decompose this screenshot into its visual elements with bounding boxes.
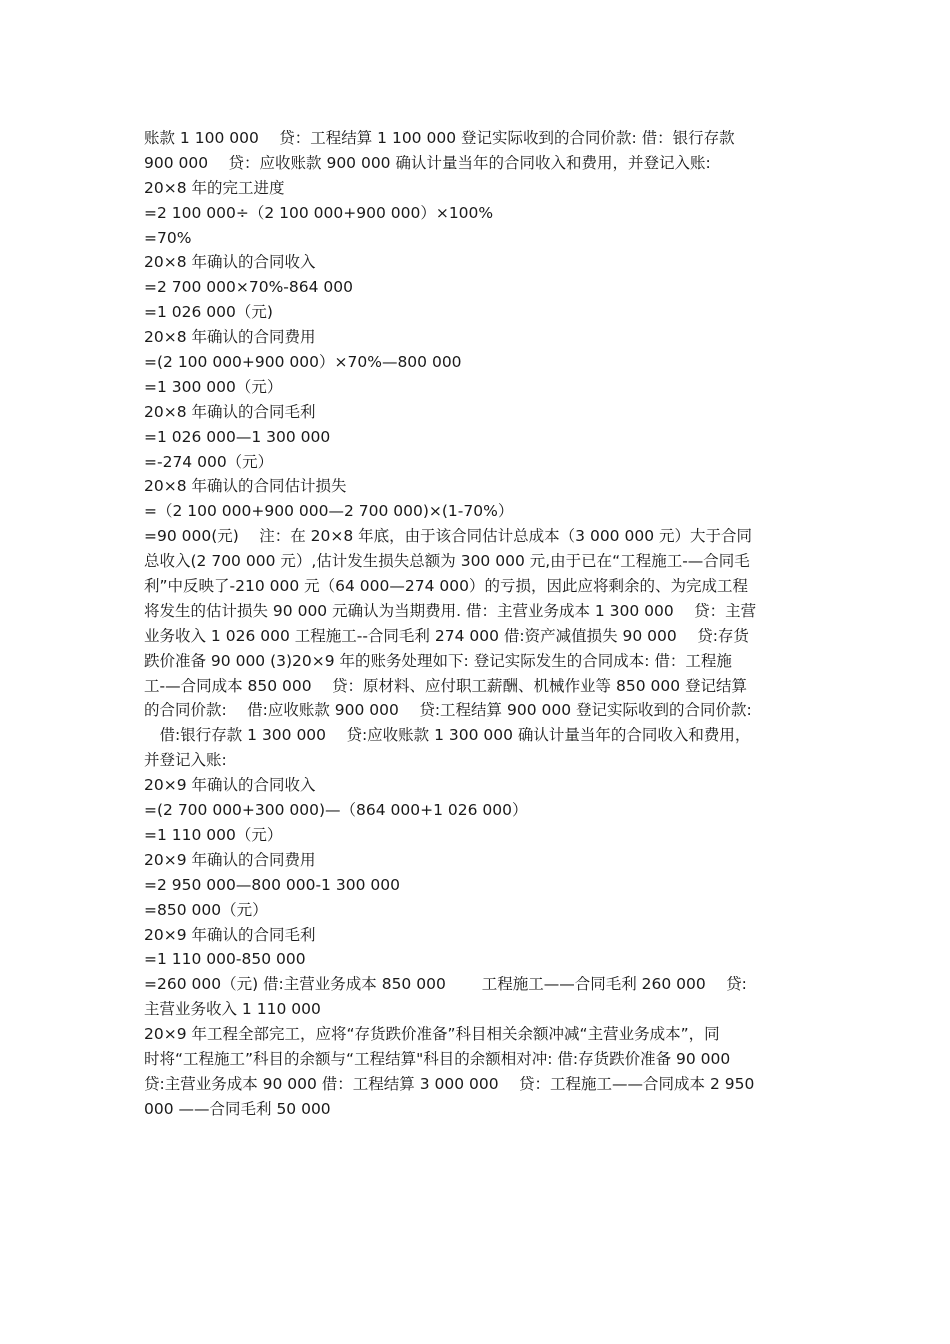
text-line: 20×9 年工程全部完工，应将“存货跌价准备”科目相关余额冲减“主营业务成本”，同 <box>144 1025 720 1044</box>
text-line: =(2 700 000+300 000)—（864 000+1 026 000） <box>144 801 528 820</box>
text-line: =(2 100 000+900 000）×70%—800 000 <box>144 353 462 372</box>
text-line: =70% <box>144 228 192 247</box>
text-line: 主营业务收入 1 110 000 <box>144 1000 321 1019</box>
text-line: =2 950 000—800 000-1 300 000 <box>144 875 400 894</box>
text-line: 跌价准备 90 000 (3)20×9 年的账务处理如下: 登记实际发生的合同成本: 借：工程施 <box>144 651 732 670</box>
text-line: =-274 000（元） <box>144 452 274 471</box>
text-line: 总收入(2 700 000 元）,估计发生损失总额为 300 000 元,由于已在“工程施工-—合同毛 <box>144 552 750 571</box>
text-line: =（2 100 000+900 000—2 700 000)×(1-70%） <box>144 502 514 521</box>
text-line: 时将“工程施工”科目的余额与“工程结算"科目的余额相对冲: 借:存货跌价准备 90 000 <box>144 1049 731 1068</box>
text-line: 工-—合同成本 850 000 贷：原材料、应付职工薪酬、机械作业等 850 000 登记结算 <box>144 676 747 695</box>
text-line: 20×9 年确认的合同毛利 <box>144 925 316 944</box>
text-line: 000 ——合同毛利 50 000 <box>144 1099 331 1118</box>
text-line: =1 110 000-850 000 <box>144 950 306 969</box>
text-line: 借:银行存款 1 300 000 贷:应收账款 1 300 000 确认计量当年的合同收入和费用， <box>144 726 751 745</box>
text-line: 的合同价款: 借:应收账款 900 000 贷:工程结算 900 000 登记实际收到的合同价款: <box>144 701 752 720</box>
text-line: =850 000（元） <box>144 900 268 919</box>
text-line: 将发生的估计损失 90 000 元确认为当期费用. 借：主营业务成本 1 300 000 贷：主营 <box>144 601 757 620</box>
text-line: 20×9 年确认的合同费用 <box>144 850 316 869</box>
text-line: =260 000（元) 借:主营业务成本 850 000 工程施工——合同毛利 260 000 贷: <box>144 975 747 994</box>
text-line: =2 100 000÷（2 100 000+900 000）×100% <box>144 203 494 222</box>
text-line: =2 700 000×70%-864 000 <box>144 278 354 297</box>
document-body <box>144 126 808 1122</box>
text-line: =1 026 000—1 300 000 <box>144 427 331 446</box>
text-line: 20×8 年确认的合同费用 <box>144 328 316 347</box>
text-line: =1 026 000（元) <box>144 303 273 322</box>
text-line: 20×8 年确认的合同毛利 <box>144 402 316 421</box>
text-line: 20×8 年的完工进度 <box>144 178 285 197</box>
text-line: 20×8 年确认的合同收入 <box>144 253 316 272</box>
text-line: 贷:主营业务成本 90 000 借：工程结算 3 000 000 贷：工程施工——合同成本 2 950 <box>144 1074 755 1093</box>
text-line: 900 000 贷：应收账款 900 000 确认计量当年的合同收入和费用，并登记入账: <box>144 153 711 172</box>
text-line: =90 000(元) 注：在 20×8 年底，由于该合同估计总成本（3 000 000 元）大于合同 <box>144 527 752 546</box>
text-line: =1 110 000（元） <box>144 825 283 844</box>
text-line: 业务收入 1 026 000 工程施工--合同毛利 274 000 借:资产减值损失 90 000 贷:存货 <box>144 626 749 645</box>
text-line: =1 300 000（元） <box>144 377 283 396</box>
text-line: 20×9 年确认的合同收入 <box>144 776 316 795</box>
text-line: 并登记入账: <box>144 751 227 770</box>
text-line: 20×8 年确认的合同估计损失 <box>144 477 347 496</box>
text-line: 账款 1 100 000 贷：工程结算 1 100 000 登记实际收到的合同价款: 借：银行存款 <box>144 129 735 147</box>
text-line: 利”中反映了-210 000 元（64 000—274 000）的亏损，因此应将剩余的、为完成工程 <box>144 577 748 596</box>
